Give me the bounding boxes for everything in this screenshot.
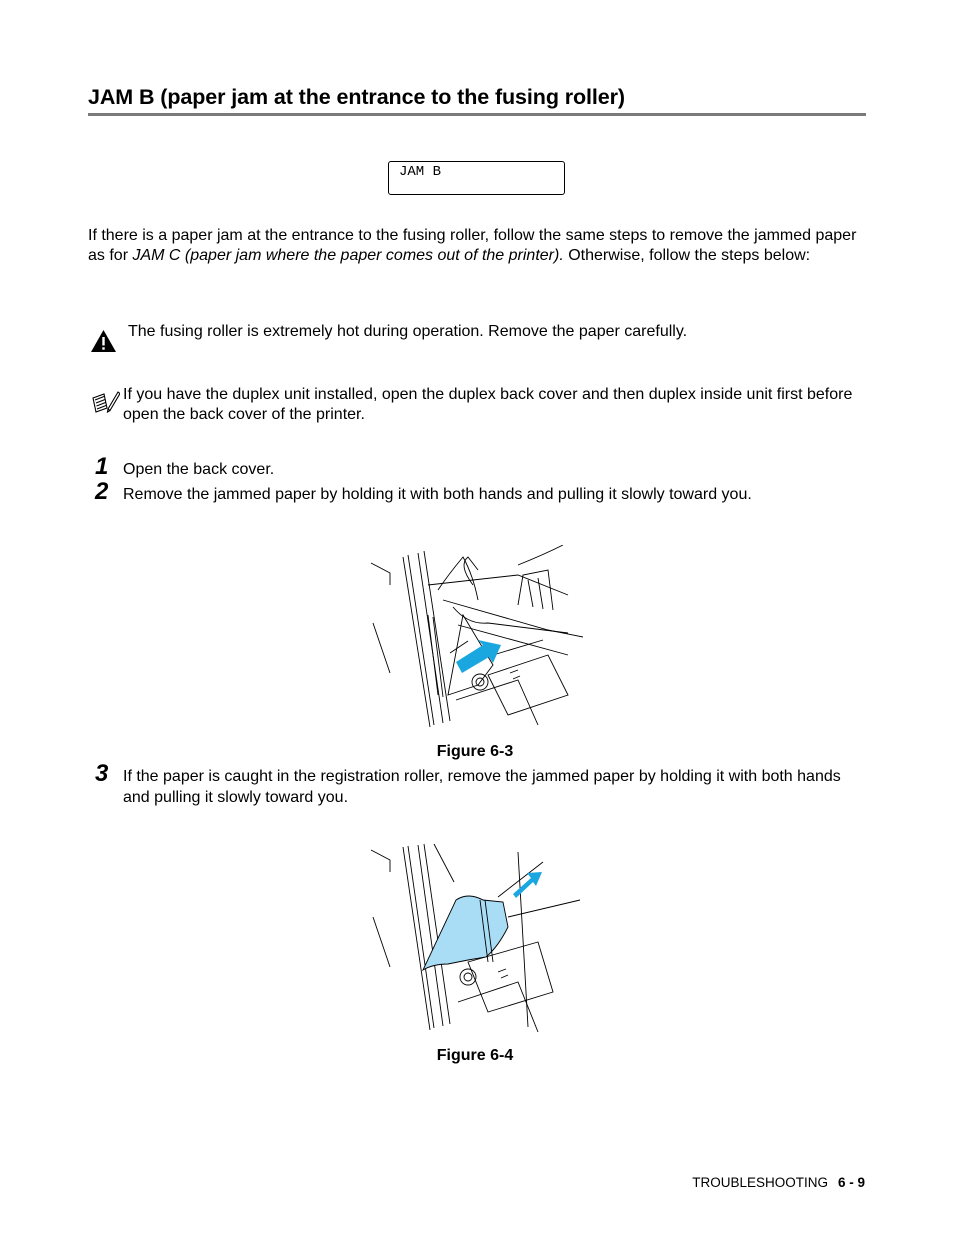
step-2-number: 2 [95,478,109,505]
footer-section: TROUBLESHOOTING [692,1175,828,1190]
figure-6-3-illustration [368,545,583,730]
intro-text-2: Otherwise, follow the steps below: [563,247,811,265]
lcd-display [388,161,565,195]
lcd-text: JAM B [399,164,442,180]
figure-6-4-caption: Figure 6-4 [436,1047,514,1064]
note-text: If you have the duplex unit installed, open the duplex back cover and then duplex inside unit first before open the back cover of the printer. [123,386,853,424]
note-pencil-icon [90,390,120,416]
step-3-number: 3 [95,760,109,787]
intro-text-1: If there is a paper jam at the entrance to the fusing roller, follow the same steps to remove the jammed paper as for [88,227,857,265]
step-1-text: Open the back cover. [123,461,275,478]
page-footer [692,1174,865,1192]
page-heading: JAM B (paper jam at the entrance to the fusing roller) [88,85,625,109]
figure-6-4-illustration [368,842,583,1034]
step-1-number: 1 [95,453,109,480]
intro-reference: JAM C (paper jam where the paper comes out of the printer). [132,247,564,265]
footer-page-number: 6 - 9 [837,1175,865,1190]
figure-6-3-caption: Figure 6-3 [436,743,514,760]
step-3-text: If the paper is caught in the registration roller, remove the jammed paper by holding it with both hands and pulling it slowly toward you. [123,768,841,806]
step-2-text: Remove the jammed paper by holding it with both hands and pulling it slowly toward you. [123,486,752,503]
heading-rule [88,113,866,116]
intro-paragraph [88,226,868,267]
warning-text: The fusing roller is extremely hot during operation. Remove the paper carefully. [128,323,688,340]
warning-triangle-icon [90,329,117,353]
